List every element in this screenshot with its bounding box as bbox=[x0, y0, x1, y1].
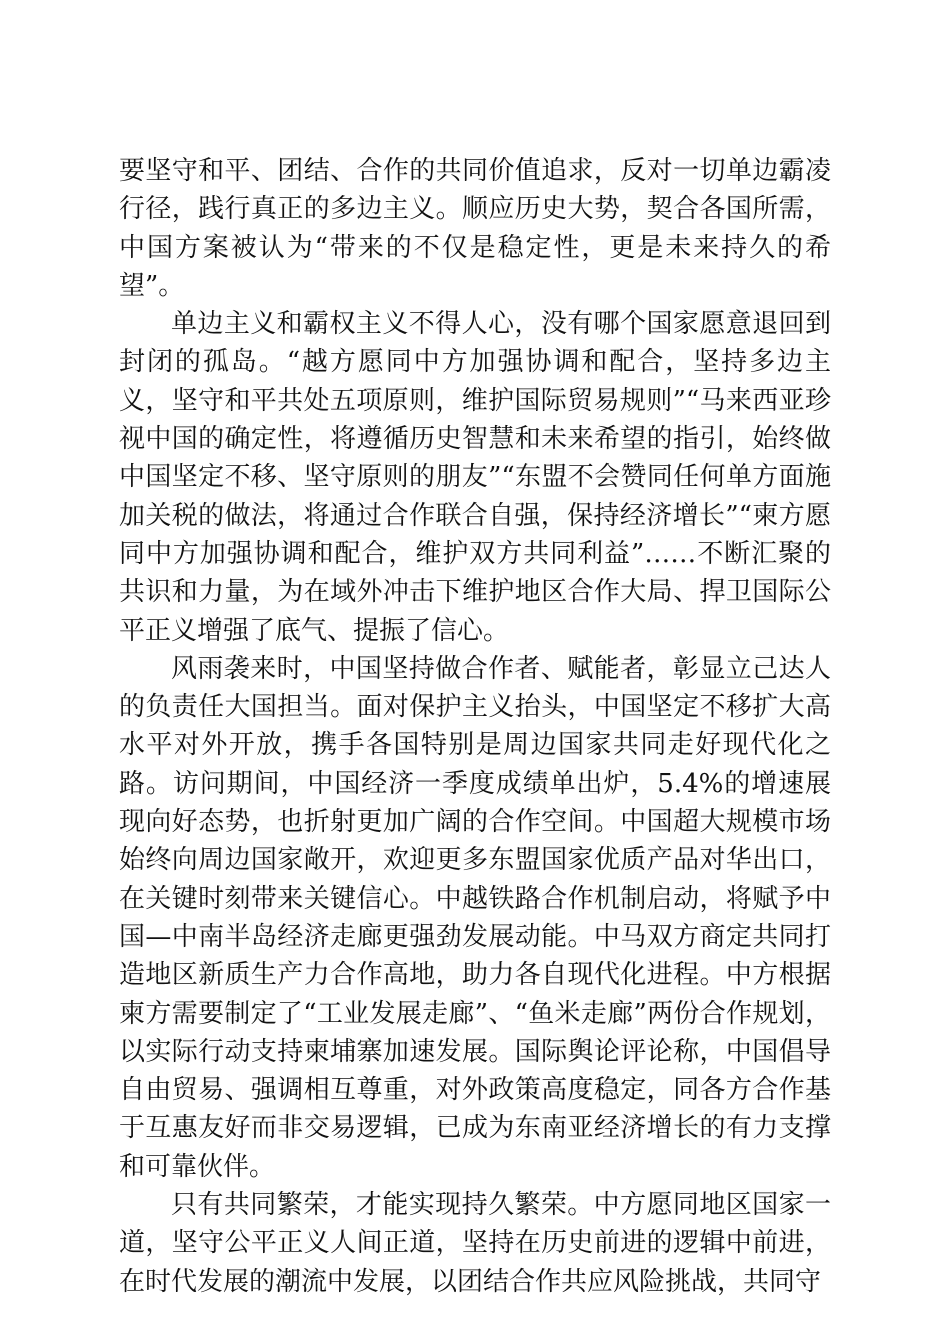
paragraph-2: 单边主义和霸权主义不得人心，没有哪个国家愿意退回到封闭的孤岛。“越方愿同中方加强协调和配合，坚持多边主义，坚守和平共处五项原则，维护国际贸易规则”“马来西亚珍视中国的确定性，将遵循历史智慧和未来希望的指引，始终做中国坚定不移、坚守原则的朋友”“东盟不会赞同任何单方面施加关税的做法，将通过合作联合自强，保持经济增长”“柬方愿同中方加强协调和配合，维护双方共同利益”……不断汇聚的共识和力量，为在域外冲击下维护地区合作大局、捍卫国际公平正义增强了底气、提振了信心。 bbox=[119, 309, 831, 646]
paragraph-4: 只有共同繁荣，才能实现持久繁荣。中方愿同地区国家一道，坚守公平正义人间正道，坚持在历史前进的逻辑中前进，在时代发展的潮流中发展，以团结合作共应风险挑战，共同守 bbox=[119, 1190, 831, 1297]
article-body bbox=[119, 152, 831, 1301]
paragraph-3: 风雨袭来时，中国坚持做合作者、赋能者，彰显立己达人的负责任大国担当。面对保护主义抬头，中国坚定不移扩大高水平对外开放，携手各国特别是周边国家共同走好现代化之路。访问期间，中国经济一季度成绩单出炉，5.4%的增速展现向好态势，也折射更加广阔的合作空间。中国超大规模市场始终向周边国家敞开，欢迎更多东盟国家优质产品对华出口，在关键时刻带来关键信心。中越铁路合作机制启动，将赋予中国—中南半岛经济走廊更强劲发展动能。中马双方商定共同打造地区新质生产力合作高地，助力各自现代化进程。中方根据柬方需要制定了“工业发展走廊”、“鱼米走廊”两份合作规划，以实际行动支持柬埔寨加速发展。国际舆论评论称，中国倡导自由贸易、强调相互尊重，对外政策高度稳定，同各方合作基于互惠友好而非交易逻辑，已成为东南亚经济增长的有力支撑和可靠伙伴。 bbox=[119, 653, 831, 1182]
paragraph-1: 要坚守和平、团结、合作的共同价值追求，反对一切单边霸凌行径，践行真正的多边主义。顺应历史大势，契合各国所需，中国方案被认为“带来的不仅是稳定性，更是未来持久的希望”。 bbox=[119, 156, 831, 301]
